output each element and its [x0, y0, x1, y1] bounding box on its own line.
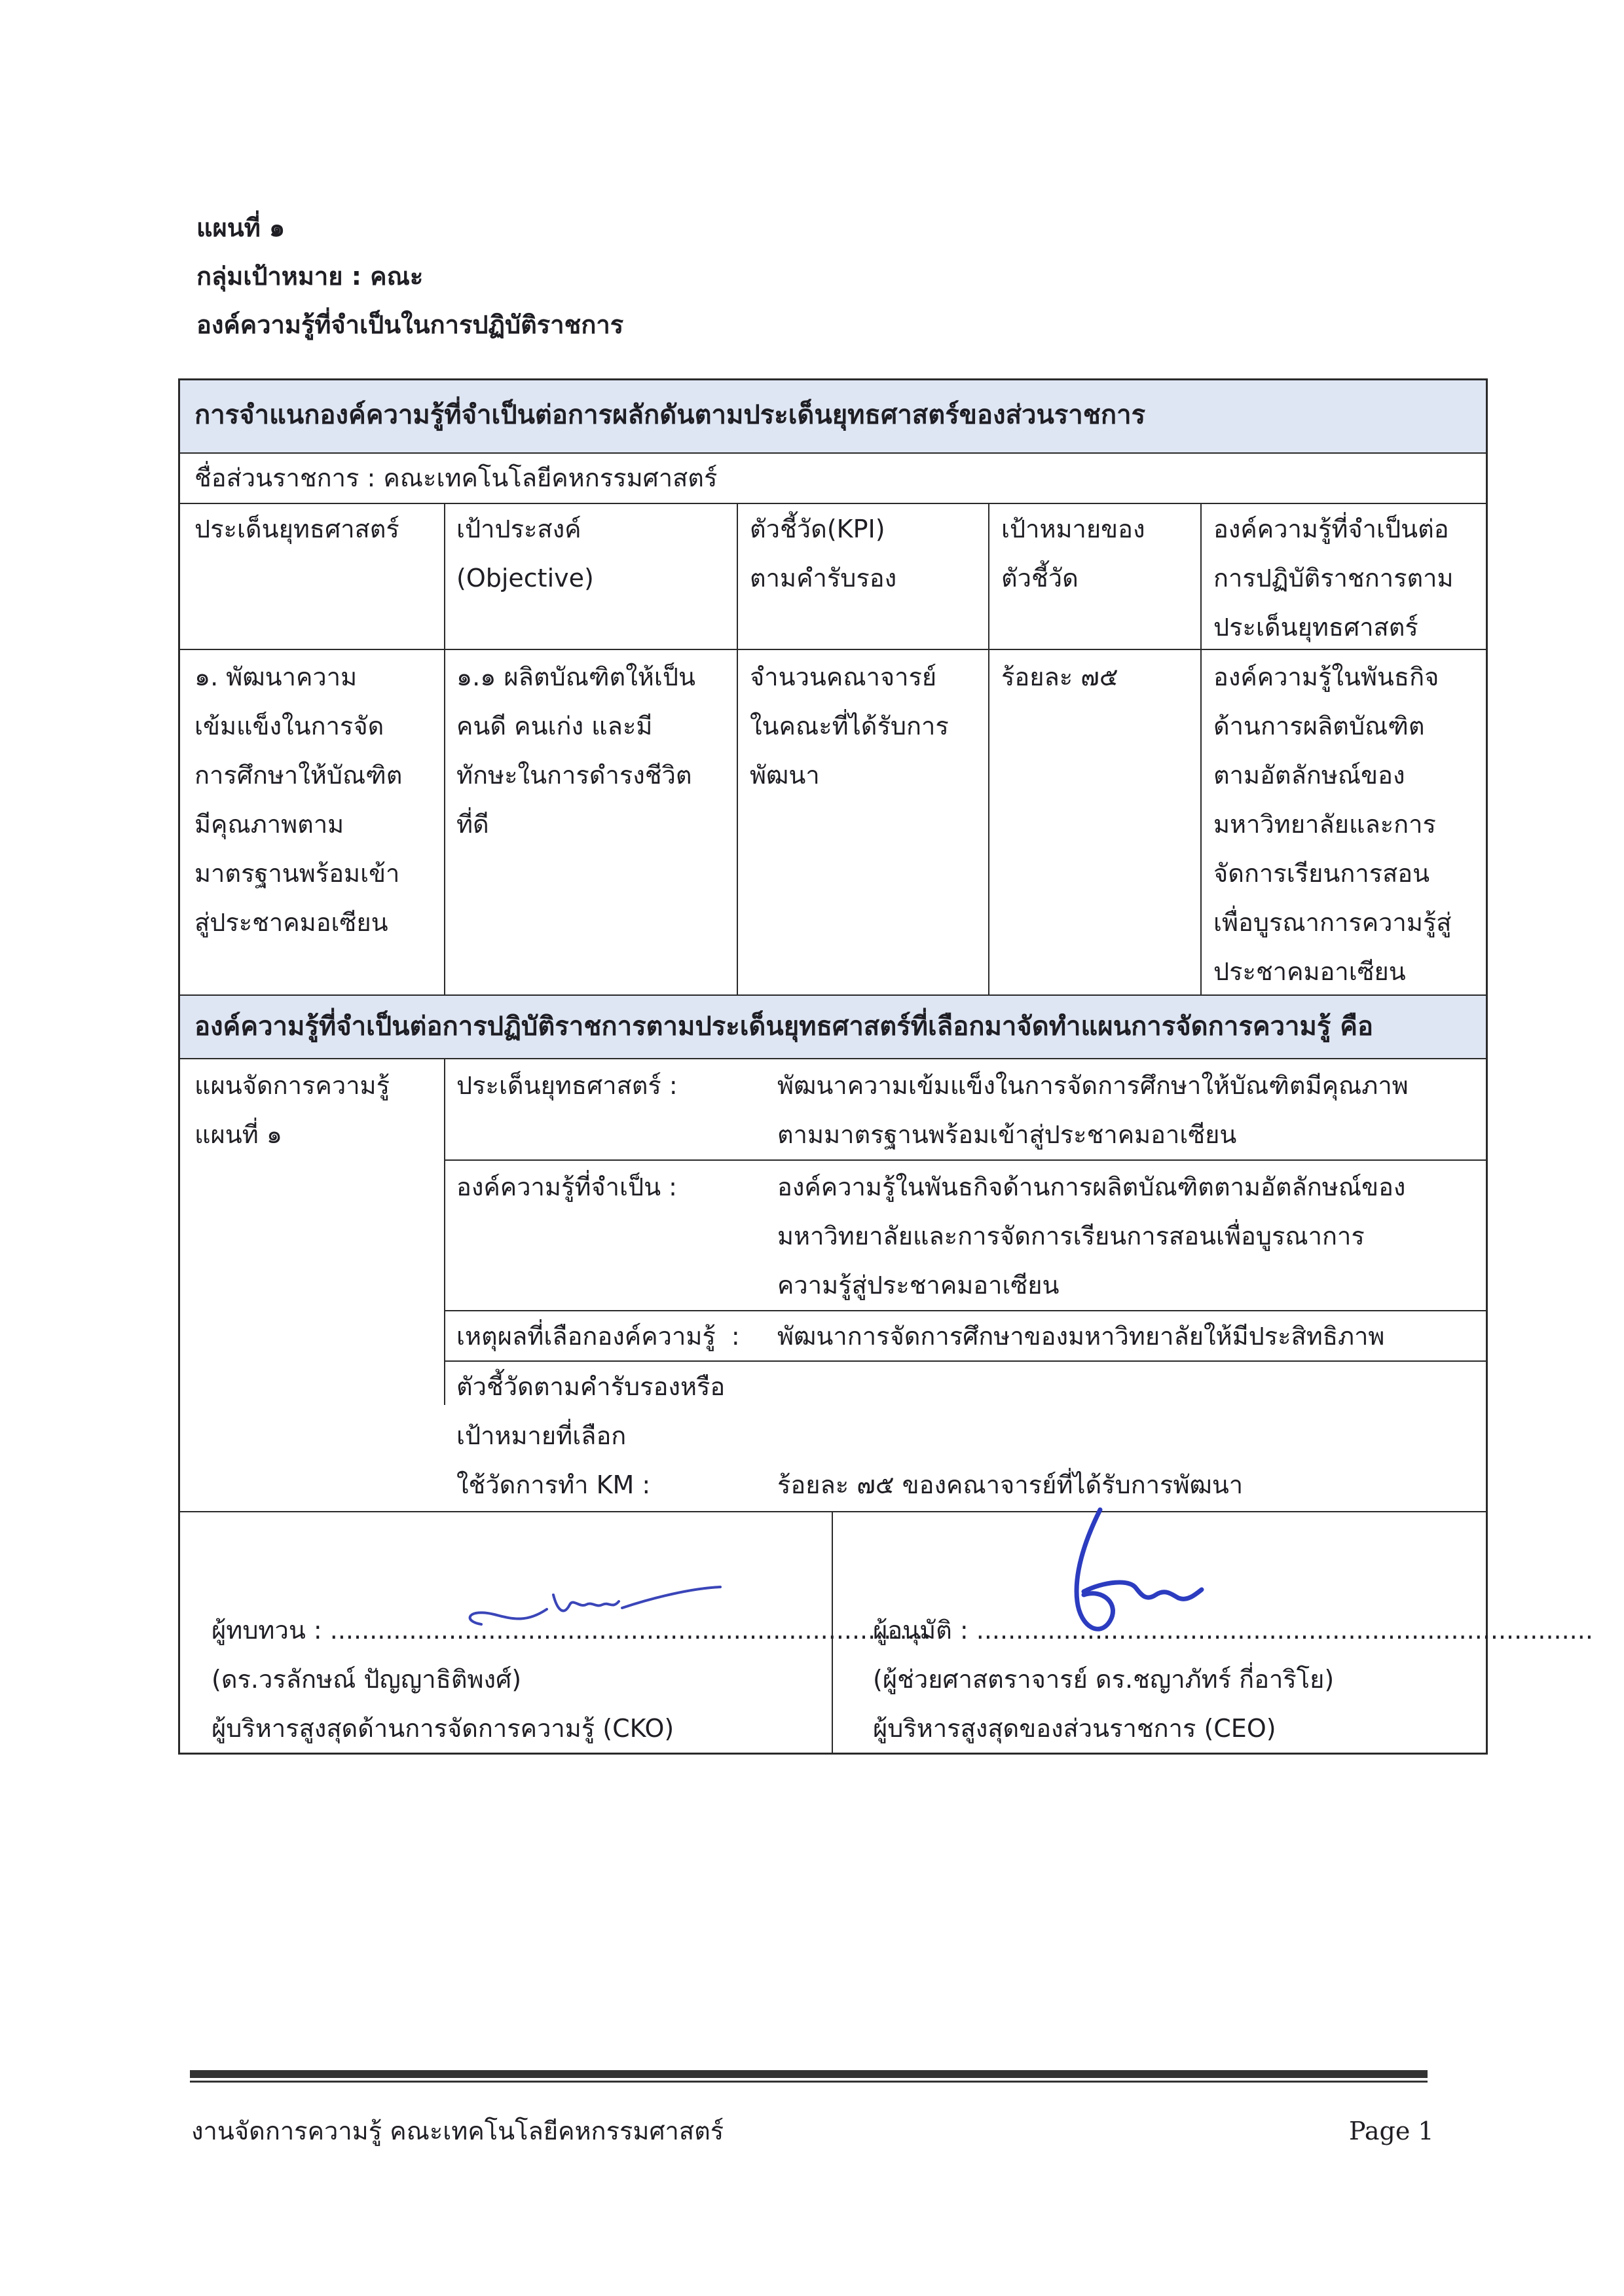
footer-department: งานจัดการความรู้ คณะเทคโนโลยีคหกรรมศาสตร์ — [191, 2117, 724, 2145]
cell-strategy: ๑. พัฒนาความ เข้มแข็งในการจัด การศึกษาให้บัณฑิต มีคุณภาพตาม มาตรฐานพร้อมเข้า สู่ประชาคมอเซียน — [194, 663, 403, 937]
reviewer-signature — [455, 1569, 730, 1641]
col-header-strategy: ประเด็นยุทธศาสตร์ — [194, 515, 399, 543]
detail-value-kpi: ร้อยละ ๗๕ ของคณาจารย์ที่ได้รับการพัฒนา — [777, 1470, 1244, 1499]
divider — [180, 1058, 1486, 1059]
col-divider — [444, 503, 445, 994]
cell-knowledge: องค์ความรู้ในพันธกิจ ด้านการผลิตบัณฑิต ตามอัตลักษณ์ของ มหาวิทยาลัยและการ จัดการเรียนการสอน เพื่อบูรณาการความรู้สู่ ประชาคมอาเซียน — [1213, 663, 1452, 986]
section2-title: องค์ความรู้ที่จำเป็นต่อการปฏิบัติราชการตามประเด็นยุทธศาสตร์ที่เลือกมาจัดทำแผนการจัดการความรู้ คือ — [194, 1011, 1374, 1042]
divider — [444, 1360, 1486, 1362]
detail-value-knowledge: องค์ความรู้ในพันธกิจด้านการผลิตบัณฑิตตามอัตลักษณ์ของ มหาวิทยาลัยและการจัดการเรียนการสอนเพื่อบูรณาการ ความรู้สู่ประชาคมอาเซียน — [777, 1173, 1406, 1300]
detail-label-knowledge: องค์ความรู้ที่จำเป็น : — [456, 1173, 677, 1201]
page-number: Page 1 — [1349, 2117, 1434, 2145]
divider — [180, 1511, 1486, 1512]
col-header-objective: เป้าประสงค์ (Objective) — [456, 515, 594, 592]
divider — [444, 1159, 1486, 1161]
approver-label: ผู้อนุมัติ : .............................................................................. — [873, 1616, 1593, 1645]
detail-label-reason: เหตุผลที่เลือกองค์ความรู้ : — [456, 1322, 740, 1351]
approver-signature — [1038, 1503, 1208, 1654]
col-divider — [444, 1058, 445, 1405]
target-group: กลุ่มเป้าหมาย : คณะ — [196, 262, 424, 291]
plan-number: แผนที่ ๑ — [196, 213, 286, 242]
col-header-kpi: ตัวชี้วัด(KPI) ตามคำรับรอง — [750, 515, 897, 592]
km-plan-label: แผนจัดการความรู้ แผนที่ ๑ — [194, 1071, 390, 1149]
reviewer-position: ผู้บริหารสูงสุดด้านการจัดการความรู้ (CKO) — [212, 1714, 674, 1743]
divider — [444, 1310, 1486, 1311]
col-header-knowledge: องค์ความรู้ที่จำเป็นต่อ การปฏิบัติราชการตาม ประเด็นยุทธศาสตร์ — [1213, 515, 1454, 642]
detail-label-strategy: ประเด็นยุทธศาสตร์ : — [456, 1071, 678, 1100]
detail-value-strategy: พัฒนาความเข้มแข็งในการจัดการศึกษาให้บัณฑิตมีคุณภาพ ตามมาตรฐานพร้อมเข้าสู่ประชาคมอาเซียน — [777, 1071, 1409, 1149]
divider — [180, 503, 1486, 504]
approver-name: (ผู้ช่วยศาสตราจารย์ ดร.ชญาภัทร์ กี่อาริโย) — [873, 1665, 1335, 1694]
col-divider — [1200, 503, 1202, 994]
divider — [180, 649, 1486, 650]
agency-name: ชื่อส่วนราชการ : คณะเทคโนโลยีคหกรรมศาสตร์ — [194, 464, 718, 492]
detail-value-reason: พัฒนาการจัดการศึกษาของมหาวิทยาลัยให้มีประสิทธิภาพ — [777, 1322, 1385, 1351]
col-divider — [988, 503, 989, 994]
detail-label-kpi: ตัวชี้วัดตามคำรับรองหรือ เป้าหมายที่เลือก ใช้วัดการทำ KM : — [456, 1372, 726, 1499]
reviewer-label: ผู้ทบทวน : ............................................................................ — [212, 1616, 931, 1645]
footer-rule-thick — [190, 2070, 1428, 2078]
reviewer-name: (ดร.วรลักษณ์ ปัญญาธิติพงศ์) — [212, 1665, 522, 1694]
col-header-kpi-target: เป้าหมายของ ตัวชี้วัด — [1001, 515, 1145, 592]
cell-objective: ๑.๑ ผลิตบัณฑิตให้เป็น คนดี คนเก่ง และมี ทักษะในการดำรงชีวิต ที่ดี — [456, 663, 695, 839]
knowledge-title: องค์ความรู้ที่จำเป็นในการปฏิบัติราชการ — [196, 310, 624, 339]
col-divider — [737, 503, 738, 994]
footer-rule-thin — [190, 2081, 1428, 2083]
km-plan-table — [178, 378, 1593, 1755]
section1-title: การจำแนกองค์ความรู้ที่จำเป็นต่อการผลักดันตามประเด็นยุทธศาสตร์ของส่วนราชการ — [194, 400, 1146, 430]
approver-position: ผู้บริหารสูงสุดของส่วนราชการ (CEO) — [873, 1714, 1276, 1743]
cell-kpi-target: ร้อยละ ๗๕ — [1001, 663, 1118, 691]
cell-kpi: จำนวนคณาจารย์ ในคณะที่ได้รับการ พัฒนา — [750, 663, 949, 790]
